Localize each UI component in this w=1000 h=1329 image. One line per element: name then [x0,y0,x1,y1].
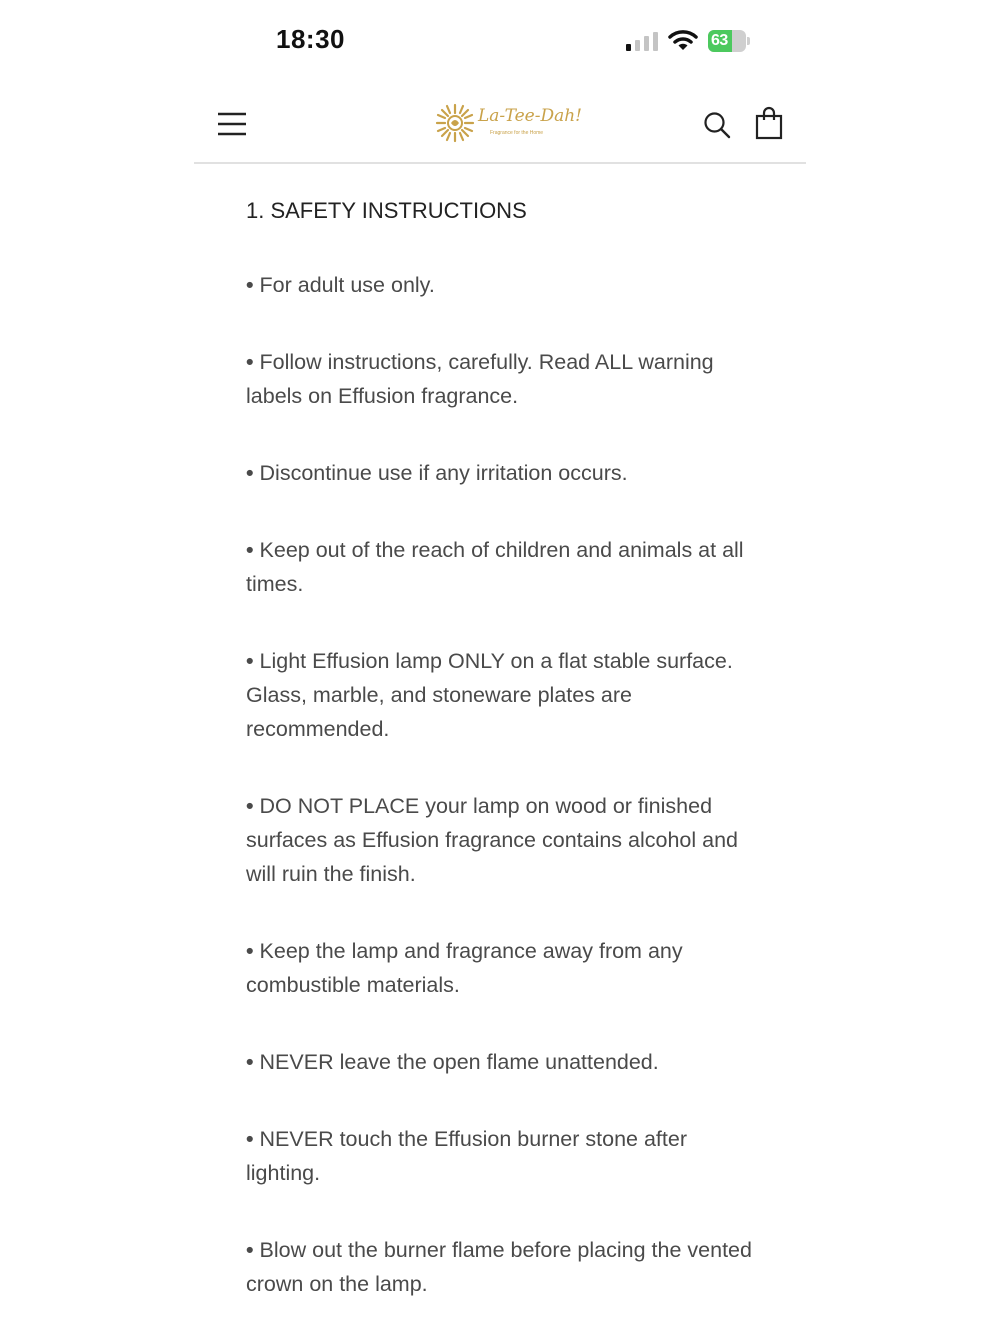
sunburst-logo-icon [434,102,476,144]
bullet-icon: • [246,939,254,963]
hamburger-menu-icon [216,110,248,138]
logo-tagline: Fragrance for the Home [490,130,544,136]
logo-text: La-Tee-Dah! [478,106,582,126]
instruction-list [246,268,766,1301]
instruction-item [246,268,766,302]
instruction-text: Keep out of the reach of children and animals at all times. [246,538,744,596]
instruction-text: Follow instructions, carefully. Read ALL warning labels on Effusion fragrance. [246,350,714,408]
battery-nub [747,37,750,45]
instruction-text: Blow out the burner flame before placing the vented crown on the lamp. [246,1238,752,1296]
wifi-icon [668,28,698,52]
instruction-text: Keep the lamp and fragrance away from any combustible materials. [246,939,683,997]
instruction-item [246,1045,766,1079]
search-icon [702,110,732,140]
cellular-signal-icon [626,31,660,51]
instruction-item [246,533,766,601]
instruction-item [246,934,766,1002]
menu-button[interactable] [216,110,248,138]
bullet-icon: • [246,538,254,562]
instruction-text: NEVER leave the open flame unattended. [259,1050,659,1074]
status-bar [194,0,806,84]
instruction-text: For adult use only. [259,273,435,297]
bullet-icon: • [246,1127,254,1151]
bullet-icon: • [246,1238,254,1262]
instruction-item [246,456,766,490]
battery-icon [708,30,750,52]
bullet-icon: • [246,649,254,673]
instruction-text: NEVER touch the Effusion burner stone after lighting. [246,1127,687,1185]
brand-logo[interactable] [434,100,582,146]
bullet-icon: • [246,1050,254,1074]
instruction-text: Light Effusion lamp ONLY on a flat stable surface. Glass, marble, and stoneware plates are recommended. [246,649,733,741]
battery-level: 63 [711,32,728,49]
instruction-item [246,1233,766,1301]
cart-button[interactable] [754,106,784,140]
bullet-icon: • [246,461,254,485]
instruction-item [246,1122,766,1190]
site-header [194,84,806,164]
instruction-text: Discontinue use if any irritation occurs. [259,461,628,485]
search-button[interactable] [702,110,732,140]
instruction-item [246,644,766,746]
main-content [246,164,766,1301]
instruction-item [246,345,766,413]
status-time: 18:30 [276,24,345,54]
shopping-bag-icon [754,106,784,140]
bullet-icon: • [246,350,254,374]
instruction-item [246,789,766,891]
bullet-icon: • [246,273,254,297]
battery-body [708,30,746,52]
section-title: 1. SAFETY INSTRUCTIONS [246,198,527,223]
bullet-icon: • [246,794,254,818]
instruction-text: DO NOT PLACE your lamp on wood or finished surfaces as Effusion fragrance contains alcohol and will ruin the finish. [246,794,739,886]
